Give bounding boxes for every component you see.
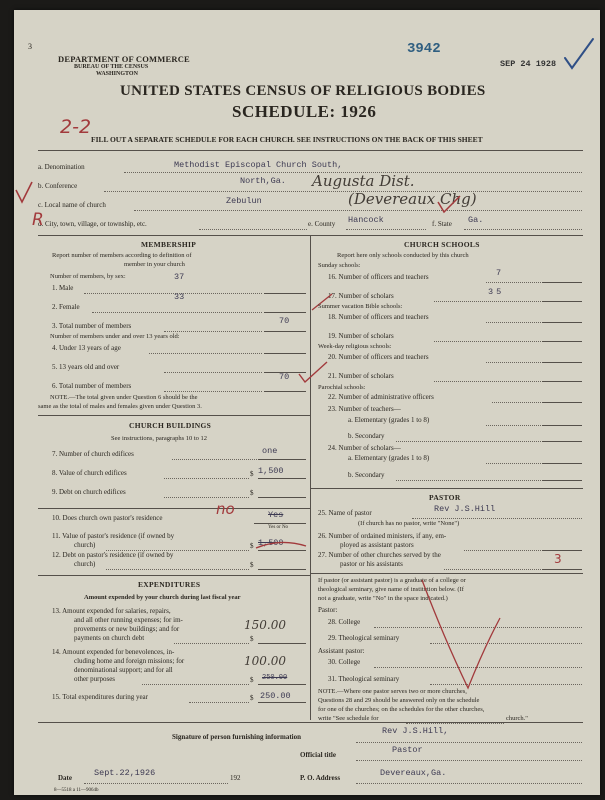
sunday-heading: Sunday schools:	[318, 262, 361, 269]
pastor-note-2: Questions 28 and 29 should be answered only on the schedule	[318, 697, 480, 704]
date-value: Sept.22,1926	[94, 768, 156, 778]
q16-label: 16. Number of officers and teachers	[328, 273, 429, 281]
q21-label: 21. Number of scholars	[328, 372, 394, 380]
expenditures-heading: EXPENDITURES	[138, 580, 201, 589]
q2-label: 2. Female	[52, 303, 80, 311]
q11-label-2: church)	[74, 541, 96, 549]
handwritten-code: 2-2	[60, 116, 92, 138]
q14-value: 100.00	[244, 654, 286, 668]
conference-handwritten: Augusta Dist.	[312, 172, 415, 190]
q14-struck-value: 250.00	[262, 674, 288, 682]
buildings-subtitle: See instructions, paragraphs 10 to 12	[111, 435, 208, 442]
q15-label: 15. Total expenditures during year	[52, 693, 148, 701]
form-number-stamp: 3942	[407, 41, 441, 57]
conference-label: b. Conference	[38, 182, 78, 190]
red-check-icon-2	[436, 194, 462, 216]
denomination-label: a. Denomination	[38, 163, 85, 171]
q24-label: 24. Number of scholars—	[328, 444, 401, 452]
corner-mark: 3	[28, 42, 32, 51]
q27-label-2: pastor or his assistants	[340, 560, 403, 568]
q6-label: 6. Total number of members	[52, 382, 132, 390]
state-label: f. State	[432, 220, 452, 228]
bureau-name: BUREAU OF THE CENSUS	[74, 64, 149, 70]
parochial-heading: Parochial schools:	[318, 384, 366, 391]
membership-heading: MEMBERSHIP	[141, 240, 197, 249]
conference-value: North,Ga.	[240, 176, 286, 186]
pastor-heading: PASTOR	[429, 493, 461, 502]
q20-label: 20. Number of officers and teachers	[328, 353, 429, 361]
q1-value: 37	[174, 272, 185, 282]
q22-label: 22. Number of administrative officers	[328, 393, 434, 401]
red-strike-icon	[254, 536, 308, 552]
q30-label: 30. College	[328, 658, 361, 666]
date-suffix: 192	[230, 774, 241, 782]
q7-label: 7. Number of church edifices	[52, 450, 134, 458]
schools-heading: CHURCH SCHOOLS	[404, 240, 480, 249]
local-name-handwritten: (Devereaux Chg)	[348, 190, 477, 208]
q25-note: (If church has no pastor, write "None")	[358, 520, 460, 527]
q13-label-3: provements or new buildings; and for	[74, 625, 180, 633]
vacation-heading: Summer vacation Bible schools:	[318, 303, 403, 310]
q31-label: 31. Theological seminary	[328, 675, 400, 683]
q17-label: 17. Number of scholars	[328, 292, 394, 300]
q17-value: 35	[488, 287, 505, 297]
margin-r-mark: R	[32, 210, 44, 230]
pastor-note-4: write "See schedule for	[318, 715, 379, 722]
q26-label-1: 26. Number of ordained ministers, if any, em-	[318, 532, 447, 540]
q18-label: 18. Number of officers and teachers	[328, 313, 429, 321]
membership-subtitle-1: Report number of members according to definition of	[52, 252, 192, 259]
q13-value: 150.00	[244, 618, 286, 632]
q10-handwritten: no	[216, 500, 235, 518]
q13-label-1: 13. Amount expended for salaries, repairs,	[52, 607, 171, 615]
q10-yes-no-hint: Yes or No	[268, 525, 289, 530]
schools-subtitle: Report here only schools conducted by this church	[337, 252, 469, 259]
q13-label-2: and all other running expenses; for im-	[74, 616, 183, 624]
q3-value: 70	[279, 316, 290, 326]
assistant-sublabel: Assistant pastor:	[318, 647, 365, 655]
q23a-label: a. Elementary (grades 1 to 8)	[348, 416, 430, 424]
q27-label-1: 27. Number of other churches served by the	[318, 551, 441, 559]
po-address-label: P. O. Address	[300, 774, 341, 782]
college-instr-2: theological seminary, give name of institution below. (If	[318, 586, 464, 593]
check-mark-icon	[562, 36, 596, 72]
q10-typed-value: Yes	[268, 510, 284, 520]
q19-label: 19. Number of scholars	[328, 332, 394, 340]
weekday-heading: Week-day religious schools:	[318, 343, 392, 350]
form-title: UNITED STATES CENSUS OF RELIGIOUS BODIES	[120, 83, 486, 99]
q12-label-2: church)	[74, 560, 96, 568]
q25-value: Rev J.S.Hill	[434, 504, 496, 514]
by-sex-heading: Number of members, by sex:	[50, 273, 126, 280]
local-name-value: Zebulun	[226, 196, 262, 206]
q23-label: 23. Number of teachers—	[328, 405, 401, 413]
college-instr-1: If pastor (or assistant pastor) is a graduate of a college or	[318, 577, 466, 584]
denomination-value: Methodist Episcopal Church South,	[174, 160, 343, 170]
q6-value: 70	[279, 372, 290, 382]
po-address-value: Devereaux,Ga.	[380, 768, 447, 778]
membership-note-1: NOTE.—The total given under Question 6 should be the	[50, 394, 198, 401]
q9-label: 9. Debt on church edifices	[52, 488, 126, 496]
q12-label-1: 12. Debt on pastor's residence (if owned by	[52, 551, 174, 559]
q5-label: 5. 13 years old and over	[52, 363, 120, 371]
q11-label-1: 11. Value of pastor's residence (if owned by	[52, 532, 175, 540]
state-value: Ga.	[468, 215, 484, 225]
city-label: d. City, town, village, or township, etc.	[38, 220, 147, 228]
county-value: Hancock	[348, 215, 384, 225]
college-instr-3: not a graduate, write "No" in the space indicated.)	[318, 595, 448, 602]
buildings-heading: CHURCH BUILDINGS	[129, 421, 212, 430]
pastor-sublabel: Pastor:	[318, 606, 338, 614]
schedule-title: SCHEDULE: 1926	[232, 102, 377, 121]
q13-label-4: payments on church debt	[74, 634, 145, 642]
q24b-label: b. Secondary	[348, 471, 385, 479]
signature-value: Rev J.S.Hill,	[382, 726, 449, 736]
q26-label-2: ployed as assistant pastors	[340, 541, 414, 549]
membership-subtitle-2: member in your church	[124, 261, 185, 268]
q14-label-4: other purposes	[74, 675, 116, 683]
q23b-label: b. Secondary	[348, 432, 385, 440]
bureau-city: WASHINGTON	[96, 71, 138, 77]
q24a-label: a. Elementary (grades 1 to 8)	[348, 454, 430, 462]
q7-value: one	[262, 446, 278, 456]
q3-label: 3. Total number of members	[52, 322, 132, 330]
q1-label: 1. Male	[52, 284, 74, 292]
q14-label-3: denominational support; and for all	[74, 666, 173, 674]
q8-value: 1,500	[258, 466, 284, 476]
q8-label: 8. Value of church edifices	[52, 469, 127, 477]
official-title-label: Official title	[300, 751, 336, 759]
pastor-note-3: for one of the churches; on the schedules for the other churches,	[318, 706, 485, 713]
local-name-label: c. Local name of church	[38, 201, 106, 209]
received-date-stamp: SEP 24 1928	[500, 59, 557, 69]
official-title-value: Pastor	[392, 745, 423, 755]
general-instruction: FILL OUT A SEPARATE SCHEDULE FOR EACH CHURCH. SEE INSTRUCTIONS ON THE BACK OF THIS SHEET	[91, 135, 483, 144]
q14-label-2: cluding home and foreign missions; for	[74, 657, 185, 665]
q14-label-1: 14. Amount expended for benevolences, in-	[52, 648, 175, 656]
department-name: DEPARTMENT OF COMMERCE	[58, 54, 190, 64]
q15-value: 250.00	[260, 691, 291, 701]
pastor-note-5: church."	[506, 715, 528, 722]
pastor-note-1: NOTE.—Where one pastor serves two or more churches,	[318, 688, 467, 695]
q2-value: 33	[174, 292, 185, 302]
red-check-icon	[14, 180, 34, 206]
age-heading: Number of members under and over 13 years old:	[50, 333, 180, 340]
q27-value: 3	[554, 552, 562, 566]
signature-label: Signature of person furnishing information	[172, 733, 301, 741]
date-label: Date	[58, 774, 72, 782]
q28-label: 28. College	[328, 618, 361, 626]
q16-value: 7	[496, 268, 502, 278]
red-tick-icon	[297, 360, 331, 384]
membership-note-2: same as the total of males and females given under Question 3.	[38, 403, 202, 410]
print-code: 8—5518 a 11—9064b	[54, 788, 99, 793]
expenditures-subtitle: Amount expended by your church during last fiscal year	[84, 594, 241, 601]
census-schedule-sheet: 3 DEPARTMENT OF COMMERCE BUREAU OF THE CENSUS WASHINGTON 3942 SEP 24 1928 UNITED STATES CENSUS OF RELIGIOUS BODIES SCHEDULE: 1926 2-2 FILL OUT A SEPARATE SCHEDULE FOR EACH CHURCH. SEE INSTRUCTIONS ON THE BACK OF THIS SHEET a. Denomination Methodist Episcopal Church South, b. Conference North,Ga. Augusta Dist. c. Local name of church Zebulun (Devereaux Chg) d. City, town, village, or township, etc. e. County Hancock f. State Ga. R MEMBERSHIP Report number of members according to definition of member in your church Number of members, by sex: 1. Male 37 2. Female 33 3. Total number of members 70 Number of members under and over 13 years old: 4. Under 13 years of age 5. 13 years old and over 6. Total number of members 70 NOTE.—The total given under Question 6 should be the same as the total of males and females given under Question 3. CHURCH BUILDINGS See instructions, paragraphs 10 to 12 7. Number of church edifices one 8. Value of church edifices $ 1,500 9. Debt on church edifices $ 10. Does church own pastor's residence Yes Yes or No no 11. Value of pastor's residence (if owned by church) $ 1,500 12. Debt on pastor's residence (if owned by church) $ EXPENDITURES Amount expended by your church during last fiscal year 13. Amount expended for salaries, repairs, and all other running expenses; for im- provements or new buildings; and for payments on church debt $ 150.00 14. Amount expended for benevolences, in- cluding home and foreign missions; for denominational support; and for all other purposes $ 100.00 250.00 15. Total expenditures during year $ 250.00 CHURCH SCHOOLS Report here only schools conducted by this church Sunday schools: 16. Number of officers and teachers 7 17. Number of scholars 35 Summer vacation Bible schools: 18. Number of officers and teachers 19. Number of scholars Week-day religious schools: 20. Number of officers and teachers 21. Number of scholars Parochial schools: 22. Number of administrative officers 23. Number of teachers— a. Elementary (grades 1 to 8) b. Secondary 24. Number of scholars— a. Elementary (grades 1 to 8) b. Secondary PASTOR 25. Name of pastor Rev J.S.Hill (If church has no pastor, write "None") 26. Number of ordained ministers, if any, em- ployed as assistant pastors 27. Number of other churches served by the pastor or his assistants 3 If pastor (or assistant pastor) is a graduate of a college or theological seminary, give name of institution below. (If not a graduate, write "No" in the space indicated.) Pastor: 28. College 29. Theological seminary Assistant pastor: 30. College 31. Theological seminary NOTE.—Where one pastor serves two or more churches, Questions 28 and 29 should be answered only on the schedule for one of the churches; on the schedules for the other churches, write "See schedule for church." Signature of person furnishing information Rev J.S.Hill, Official title Pastor Date Sept.22,1926 192 P. O. Address Devereaux,Ga. 8—5518 a 11—9064b	[14, 10, 600, 795]
q10-label: 10. Does church own pastor's residence	[52, 514, 163, 522]
q29-label: 29. Theological seminary	[328, 634, 400, 642]
q11-value: 1,500	[258, 538, 284, 548]
q4-label: 4. Under 13 years of age	[52, 344, 121, 352]
county-label: e. County	[308, 220, 336, 228]
q25-label: 25. Name of pastor	[318, 509, 372, 517]
red-pen-line-icon	[414, 578, 504, 698]
